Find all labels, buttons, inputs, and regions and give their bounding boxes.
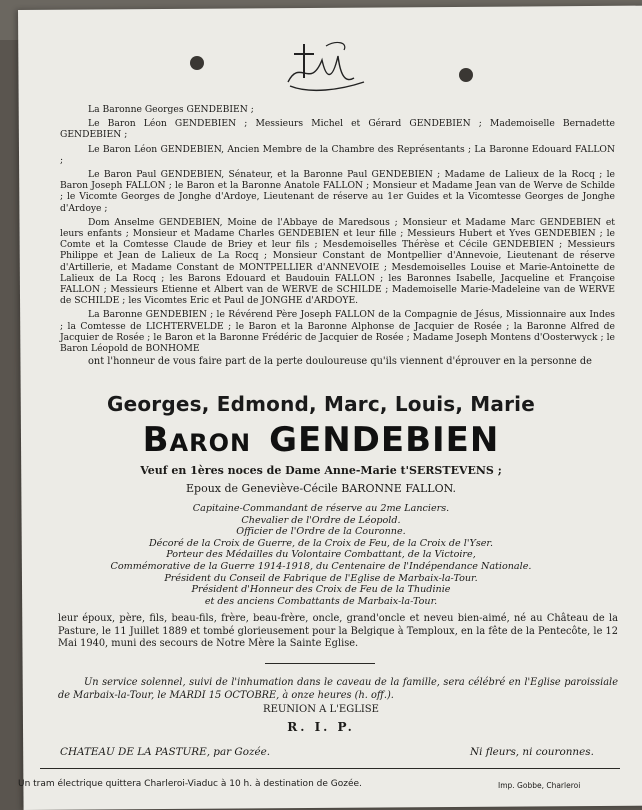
title-line: Officier de l'Ordre de la Couronne. xyxy=(236,526,406,538)
spouse-line: Epoux de Geneviève-Cécile BARONNE FALLON. xyxy=(186,482,456,495)
divider xyxy=(265,663,375,664)
announcement-text: ont l'honneur de vous faire part de la perte douloureuse qu'ils viennent d'éprouver en la personne de xyxy=(88,356,592,367)
tram-note: Un tram électrique quittera Charleroi-Viaduc à 10 h. à destination de Gozée. xyxy=(18,779,362,789)
punch-hole-right xyxy=(459,68,473,82)
widower-line: Veuf en 1ères noces de Dame Anne-Marie t'SERSTEVENS ; xyxy=(140,464,502,477)
announcement xyxy=(60,356,615,368)
title-line: Décoré de la Croix de Guerre, de la Croix de Feu, de la Croix de l'Yser. xyxy=(148,537,494,549)
surname: GENDEBIEN xyxy=(269,420,500,460)
footer-divider xyxy=(40,768,620,769)
baron-word: Baron xyxy=(142,420,252,460)
family-line: Le Baron Léon GENDEBIEN, Ancien Membre de la Chambre des Représentants ; La Baronne Edouard FALLON ; xyxy=(60,143,615,166)
titles-block xyxy=(0,503,642,607)
title-line: Capitaine-Commandant de réserve au 2me Lanciers. xyxy=(192,503,450,514)
deceased-title-name xyxy=(0,420,642,460)
death-text: leur époux, père, fils, beau-fils, frère, beau-frère, oncle, grand'oncle et neveu bien-aimé, né au Château de la Pasture, le 11 Juillet 1889 et tombé glorieusement pour la Belgique à Temploux, en la fête de la Pentecôte, le 12 Mai 1940, muni des secours de Notre Mère la Sainte Eglise. xyxy=(58,613,618,650)
cross-monogram-icon xyxy=(280,38,370,96)
title-line: Président d'Honneur des Croix de Feu de la Thudinie xyxy=(191,584,451,596)
rip-line: R. I. P. xyxy=(287,720,355,734)
title-line: Porteur des Médailles du Volontaire Combattant, de la Victoire, xyxy=(166,549,476,561)
punch-hole-left xyxy=(190,56,204,70)
family-list xyxy=(60,104,615,354)
chateau-address: CHATEAU DE LA PASTURE, par Gozée. xyxy=(60,746,271,758)
printer-credit: Imp. Gobbe, Charleroi xyxy=(498,781,581,790)
reunion-line: REUNION A L'EGLISE xyxy=(263,704,379,715)
title-line: Commémorative de la Guerre 1914-1918, du Centenaire de l'Indépendance Nationale. xyxy=(110,560,532,572)
service-paragraph xyxy=(58,677,618,702)
title-line: Président du Conseil de Fabrique de l'Eglise de Marbaix-la-Tour. xyxy=(164,572,478,584)
no-flowers-note: Ni fleurs, ni couronnes. xyxy=(470,746,594,758)
family-line: Le Baron Léon GENDEBIEN ; Messieurs Michel et Gérard GENDEBIEN ; Mademoiselle Bernadette GENDEBIEN ; xyxy=(60,118,615,141)
family-line: Dom Anselme GENDEBIEN, Moine de l'Abbaye de Maredsous ; Monsieur et Madame Marc GENDEBIEN et leurs enfants ; Monsieur et Madame Charles GENDEBIEN et leur fille ; Messieurs Hubert et Yves GENDEBIEN ; le Comte et la Comtesse Claude de Briey et leur fils ; Mesdemoiselles Thérèse et Cécile GENDEBIEN ; Messieurs Philippe et Jean de Lalieux de La Rocq ; Monsieur Constant de Montpellier d'Annevoie, Lieutenant de réserve d'Artillerie, et Madame Constant de MONTPELLIER d'ANNEVOIE ; Mesdemoiselles Louise et Marie-Antoinette de Lalieux de La Rocq ; les Barons Edouard et Baudouin FALLON ; les Baronnes Isabelle, Jacqueline et Françoise FALLON ; Messieurs Etienne et Albert van de WERVE de SCHILDE ; Mademoiselle Marie-Madeleine van de WERVE de SCHILDE ; les Vicomtes Eric et Paul de JONGHE d'ARDOYE. xyxy=(60,216,615,307)
deceased-first-names: Georges, Edmond, Marc, Louis, Marie xyxy=(106,392,535,416)
service-text: Un service solennel, suivi de l'inhumation dans le caveau de la famille, sera célébré en l'Eglise paroissiale de Marbaix-la-Tour, le MARDI 15 OCTOBRE, à onze heures (h. off.). xyxy=(58,677,618,701)
death-paragraph xyxy=(58,613,618,651)
title-line: Chevalier de l'Ordre de Léopold. xyxy=(241,514,401,526)
title-line: et des anciens Combattants de Marbaix-la-Tour. xyxy=(204,595,438,607)
family-line: La Baronne Georges GENDEBIEN ; xyxy=(88,104,254,115)
family-line: Le Baron Paul GENDEBIEN, Sénateur, et la Baronne Paul GENDEBIEN ; Madame de Lalieux de la Rocq ; le Baron Joseph FALLON ; le Baron et la Baronne Anatole FALLON ; Monsieur et Madame Jean van de Werve de Schilde ; le Vicomte Georges de Jonghe d'Ardoye, Lieutenant de réserve au 1er Guides et la Vicomtesse Georges de Jonghe d'Ardoye ; xyxy=(60,169,615,214)
family-line: La Baronne GENDEBIEN ; le Révérend Père Joseph FALLON de la Compagnie de Jésus, Missionnaire aux Indes ; la Comtesse de LICHTERVELDE ; le Baron et la Baronne Alphonse de Jacquier de Rosée ; la Baronne Alfred de Jacquier de Rosée ; le Baron et la Baronne Frédéric de Jacquier de Rosée ; Madame Joseph Montens d'Oosterwyck ; le Baron Léopold de BONHOME xyxy=(60,309,615,355)
